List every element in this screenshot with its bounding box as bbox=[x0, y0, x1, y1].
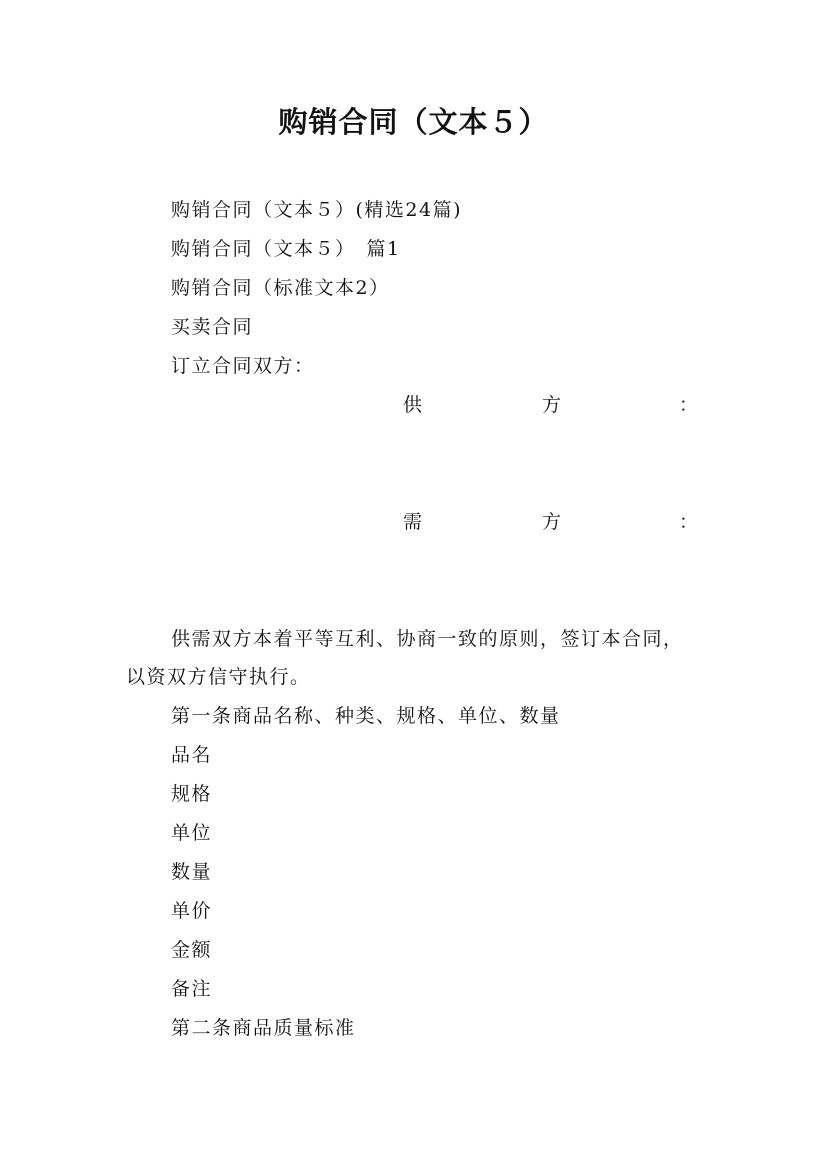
paragraph-line-2: 以资双方信守执行。 bbox=[126, 666, 311, 688]
article-1-item-spec: 规格 bbox=[171, 783, 213, 805]
article-1-item-remarks: 备注 bbox=[171, 978, 213, 1000]
buyer-label-char-2: 方 bbox=[542, 511, 562, 533]
buyer-label-char-1: 需 bbox=[403, 511, 423, 533]
article-1-item-name: 品名 bbox=[171, 744, 213, 766]
header-line-5: 订立合同双方： bbox=[171, 355, 315, 377]
article-1-heading: 第一条商品名称、种类、规格、单位、数量 bbox=[171, 705, 561, 727]
header-line-4: 买卖合同 bbox=[171, 316, 254, 338]
document-title: 购销合同（文本５） bbox=[278, 105, 549, 139]
header-line-3: 购销合同（标准文本2） bbox=[171, 277, 390, 299]
article-1-item-unit: 单位 bbox=[171, 822, 213, 844]
supplier-colon: ： bbox=[679, 394, 699, 416]
header-line-2: 购销合同（文本５） 篇1 bbox=[171, 238, 401, 260]
supplier-label-char-2: 方 bbox=[542, 394, 562, 416]
article-1-item-amount: 金额 bbox=[171, 939, 213, 961]
article-1-item-quantity: 数量 bbox=[171, 861, 213, 883]
article-1-item-unit-price: 单价 bbox=[171, 900, 213, 922]
buyer-colon: ： bbox=[679, 511, 699, 533]
paragraph-line-1: 供需双方本着平等互利、协商一致的原则，签订本合同， bbox=[171, 628, 684, 650]
article-2-heading: 第二条商品质量标准 bbox=[171, 1017, 356, 1039]
supplier-label-char-1: 供 bbox=[403, 394, 423, 416]
header-line-1: 购销合同（文本５）(精选24篇) bbox=[171, 199, 463, 221]
